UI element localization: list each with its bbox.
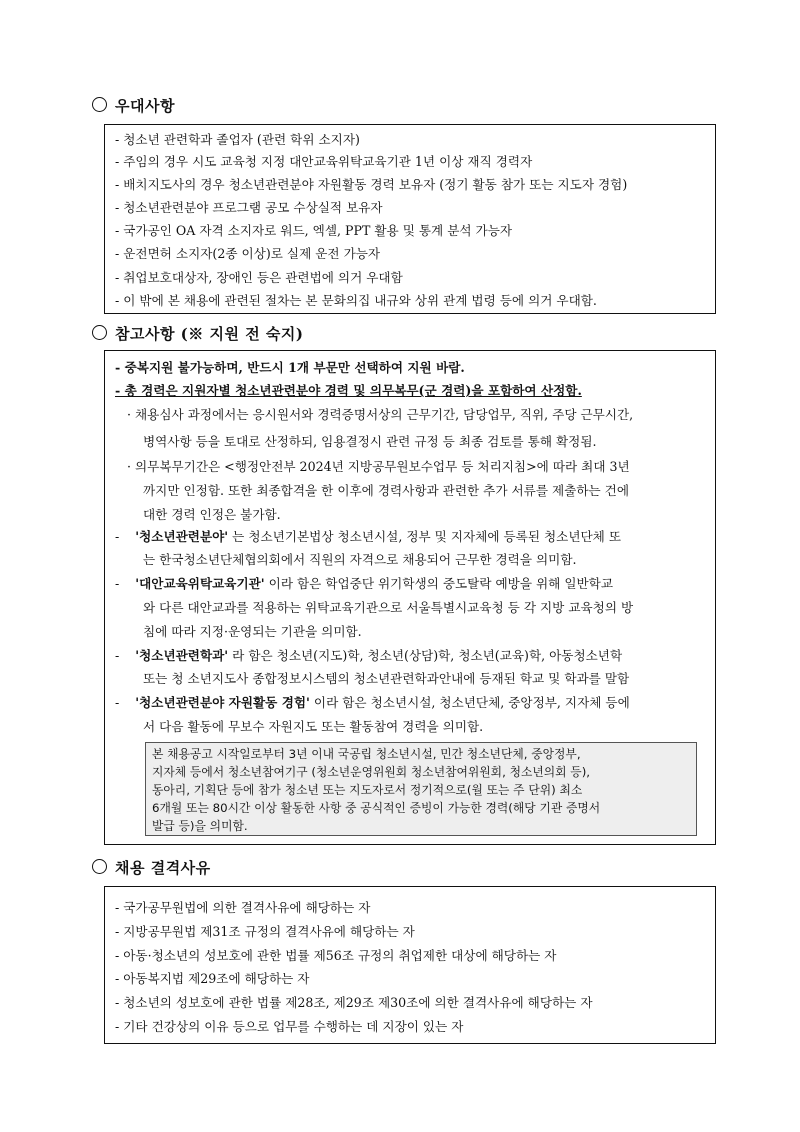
- definition-text: 이라 함은 학업중단 위기학생의 중도탈락 예방을 위해 일반학교: [264, 576, 613, 591]
- bullet2-line: 대한 경력 인정은 불가함.: [143, 507, 281, 522]
- note-line: 발급 등)을 의미함.: [152, 819, 248, 833]
- list-item: - 취업보호대상자, 장애인 등은 관련법에 의거 우대함: [115, 270, 403, 285]
- definition-4: - '청소년관련분야 자원활동 경험' 이라 함은 청소년시설, 청소년단체, 중앙정부, 지자체 등에: [115, 695, 630, 710]
- preference-box: [104, 124, 716, 314]
- definition-2-cont: 와 다른 대안교과를 적용하는 위탁교육기관으로 서울특별시교육청 등 각 지방 교육청의 방: [143, 600, 634, 615]
- reference-box: [104, 350, 716, 845]
- reference-heading-text: 참고사항 (※ 지원 전 숙지): [115, 325, 304, 343]
- preference-heading-text: 우대사항: [115, 97, 175, 115]
- list-item: - 주임의 경우 시도 교육청 지정 대안교육위탁교육기관 1년 이상 재직 경력자: [115, 154, 533, 169]
- disqualify-box: [104, 886, 716, 1044]
- definition-3: - '청소년관련학과' 라 함은 청소년(지도)학, 청소년(상담)학, 청소년(교육)학, 아동청소년학: [115, 648, 623, 663]
- disqualify-heading: [92, 857, 211, 878]
- list-item: - 운전면허 소지자(2종 이상)로 실제 운전 가능자: [115, 246, 381, 261]
- list-item: - 국가공무원법에 의한 결격사유에 해당하는 자: [115, 900, 371, 915]
- list-item: - 이 밖에 본 채용에 관련된 절차는 본 문화의집 내규와 상위 관계 법령 등에 의거 우대함.: [115, 293, 597, 308]
- bullet2-line: · 의무복무기간은 <행정안전부 2024년 지방공무원보수업무 등 처리지침>에 따라 최대 3년: [127, 459, 630, 474]
- list-item: - 국가공인 OA 자격 소지자로 워드, 엑셀, PPT 활용 및 통계 분석 가능자: [115, 223, 513, 238]
- bullet2-line: 까지만 인정함. 또한 최종합격을 한 이후에 경력사항과 관련한 추가 서류를 제출하는 건에: [143, 483, 629, 498]
- definition-text: 라 함은 청소년(지도)학, 청소년(상담)학, 청소년(교육)학, 아동청소년학: [228, 648, 623, 663]
- definition-term: '청소년관련학과': [135, 648, 229, 663]
- definition-text: 이라 함은 청소년시설, 청소년단체, 중앙정부, 지자체 등에: [309, 695, 630, 710]
- definition-2: - '대안교육위탁교육기관' 이라 함은 학업중단 위기학생의 중도탈락 예방을 위해 일반학교: [115, 576, 613, 591]
- definition-term: '대안교육위탁교육기관': [135, 576, 265, 591]
- reference-line-2: - 총 경력은 지원자별 청소년관련분야 경력 및 의무복무(군 경력)을 포함하여 산정함.: [115, 383, 582, 398]
- list-item: - 청소년의 성보호에 관한 법률 제28조, 제29조 제30조에 의한 결격사유에 해당하는 자: [115, 995, 593, 1010]
- definition-text: 는 청소년기본법상 청소년시설, 정부 및 지자체에 등록된 청소년단체 또: [228, 529, 621, 544]
- note-box: [145, 742, 697, 836]
- reference-heading: [92, 323, 304, 344]
- circle-bullet-icon: [92, 325, 107, 340]
- definition-4-cont: 서 다음 활동에 무보수 자원지도 또는 활동참여 경력을 의미함.: [143, 719, 484, 734]
- reference-line-1: - 중복지원 불가능하며, 반드시 1개 부문만 선택하여 지원 바람.: [115, 360, 465, 375]
- disqualify-heading-text: 채용 결격사유: [115, 859, 211, 877]
- circle-bullet-icon: [92, 859, 107, 874]
- list-item: - 지방공무원법 제31조 규정의 결격사유에 해당하는 자: [115, 924, 415, 939]
- definition-2-cont: 침에 따라 지정·운영되는 기관을 의미함.: [143, 624, 362, 639]
- note-line: 지자체 등에서 청소년참여기구 (청소년운영위원회 청소년참여위원회, 청소년의회 등),: [152, 765, 591, 779]
- list-item: - 청소년관련분야 프로그램 공모 수상실적 보유자: [115, 200, 383, 215]
- list-item: - 배치지도사의 경우 청소년관련분야 자원활동 경력 보유자 (정기 활동 참가 또는 지도자 경험): [115, 177, 628, 192]
- list-item: - 아동·청소년의 성보호에 관한 법률 제56조 규정의 취업제한 대상에 해당하는 자: [115, 948, 557, 963]
- circle-bullet-icon: [92, 97, 107, 112]
- list-item: - 아동복지법 제29조에 해당하는 자: [115, 971, 310, 986]
- definition-3-cont: 또는 청 소년지도사 종합정보시스템의 청소년관련학과안내에 등재된 학교 및 학과를 말함: [143, 671, 630, 686]
- note-line: 6개월 또는 80시간 이상 활동한 사항 중 공식적인 증빙이 가능한 경력(해당 기관 증명서: [152, 801, 601, 815]
- list-item: - 기타 건강상의 이유 등으로 업무를 수행하는 데 지장이 있는 자: [115, 1019, 464, 1034]
- bullet1-line: 병역사항 등을 토대로 산정하되, 임용결정시 관련 규정 등 최종 검토를 통해 확정됨.: [143, 434, 597, 449]
- note-line: 동아리, 기획단 등에 참가 청소년 또는 지도자로서 정기적으로(월 또는 주 단위) 최소: [152, 783, 583, 797]
- definition-1-cont: 는 한국청소년단체협의회에서 직원의 자격으로 채용되어 근무한 경력을 의미함.: [143, 552, 577, 567]
- note-line: 본 채용공고 시작일로부터 3년 이내 국공립 청소년시설, 민간 청소년단체, 중앙정부,: [152, 747, 581, 761]
- definition-term: '청소년관련분야': [135, 529, 229, 544]
- definition-1: - '청소년관련분야' 는 청소년기본법상 청소년시설, 정부 및 지자체에 등록된 청소년단체 또: [115, 529, 621, 544]
- bullet1-line: · 채용심사 과정에서는 응시원서와 경력증명서상의 근무기간, 담당업무, 직위, 주당 근무시간,: [127, 407, 634, 422]
- definition-term: '청소년관련분야 자원활동 경험': [135, 695, 310, 710]
- list-item: - 청소년 관련학과 졸업자 (관련 학위 소지자): [115, 132, 360, 147]
- preference-heading: [92, 95, 175, 116]
